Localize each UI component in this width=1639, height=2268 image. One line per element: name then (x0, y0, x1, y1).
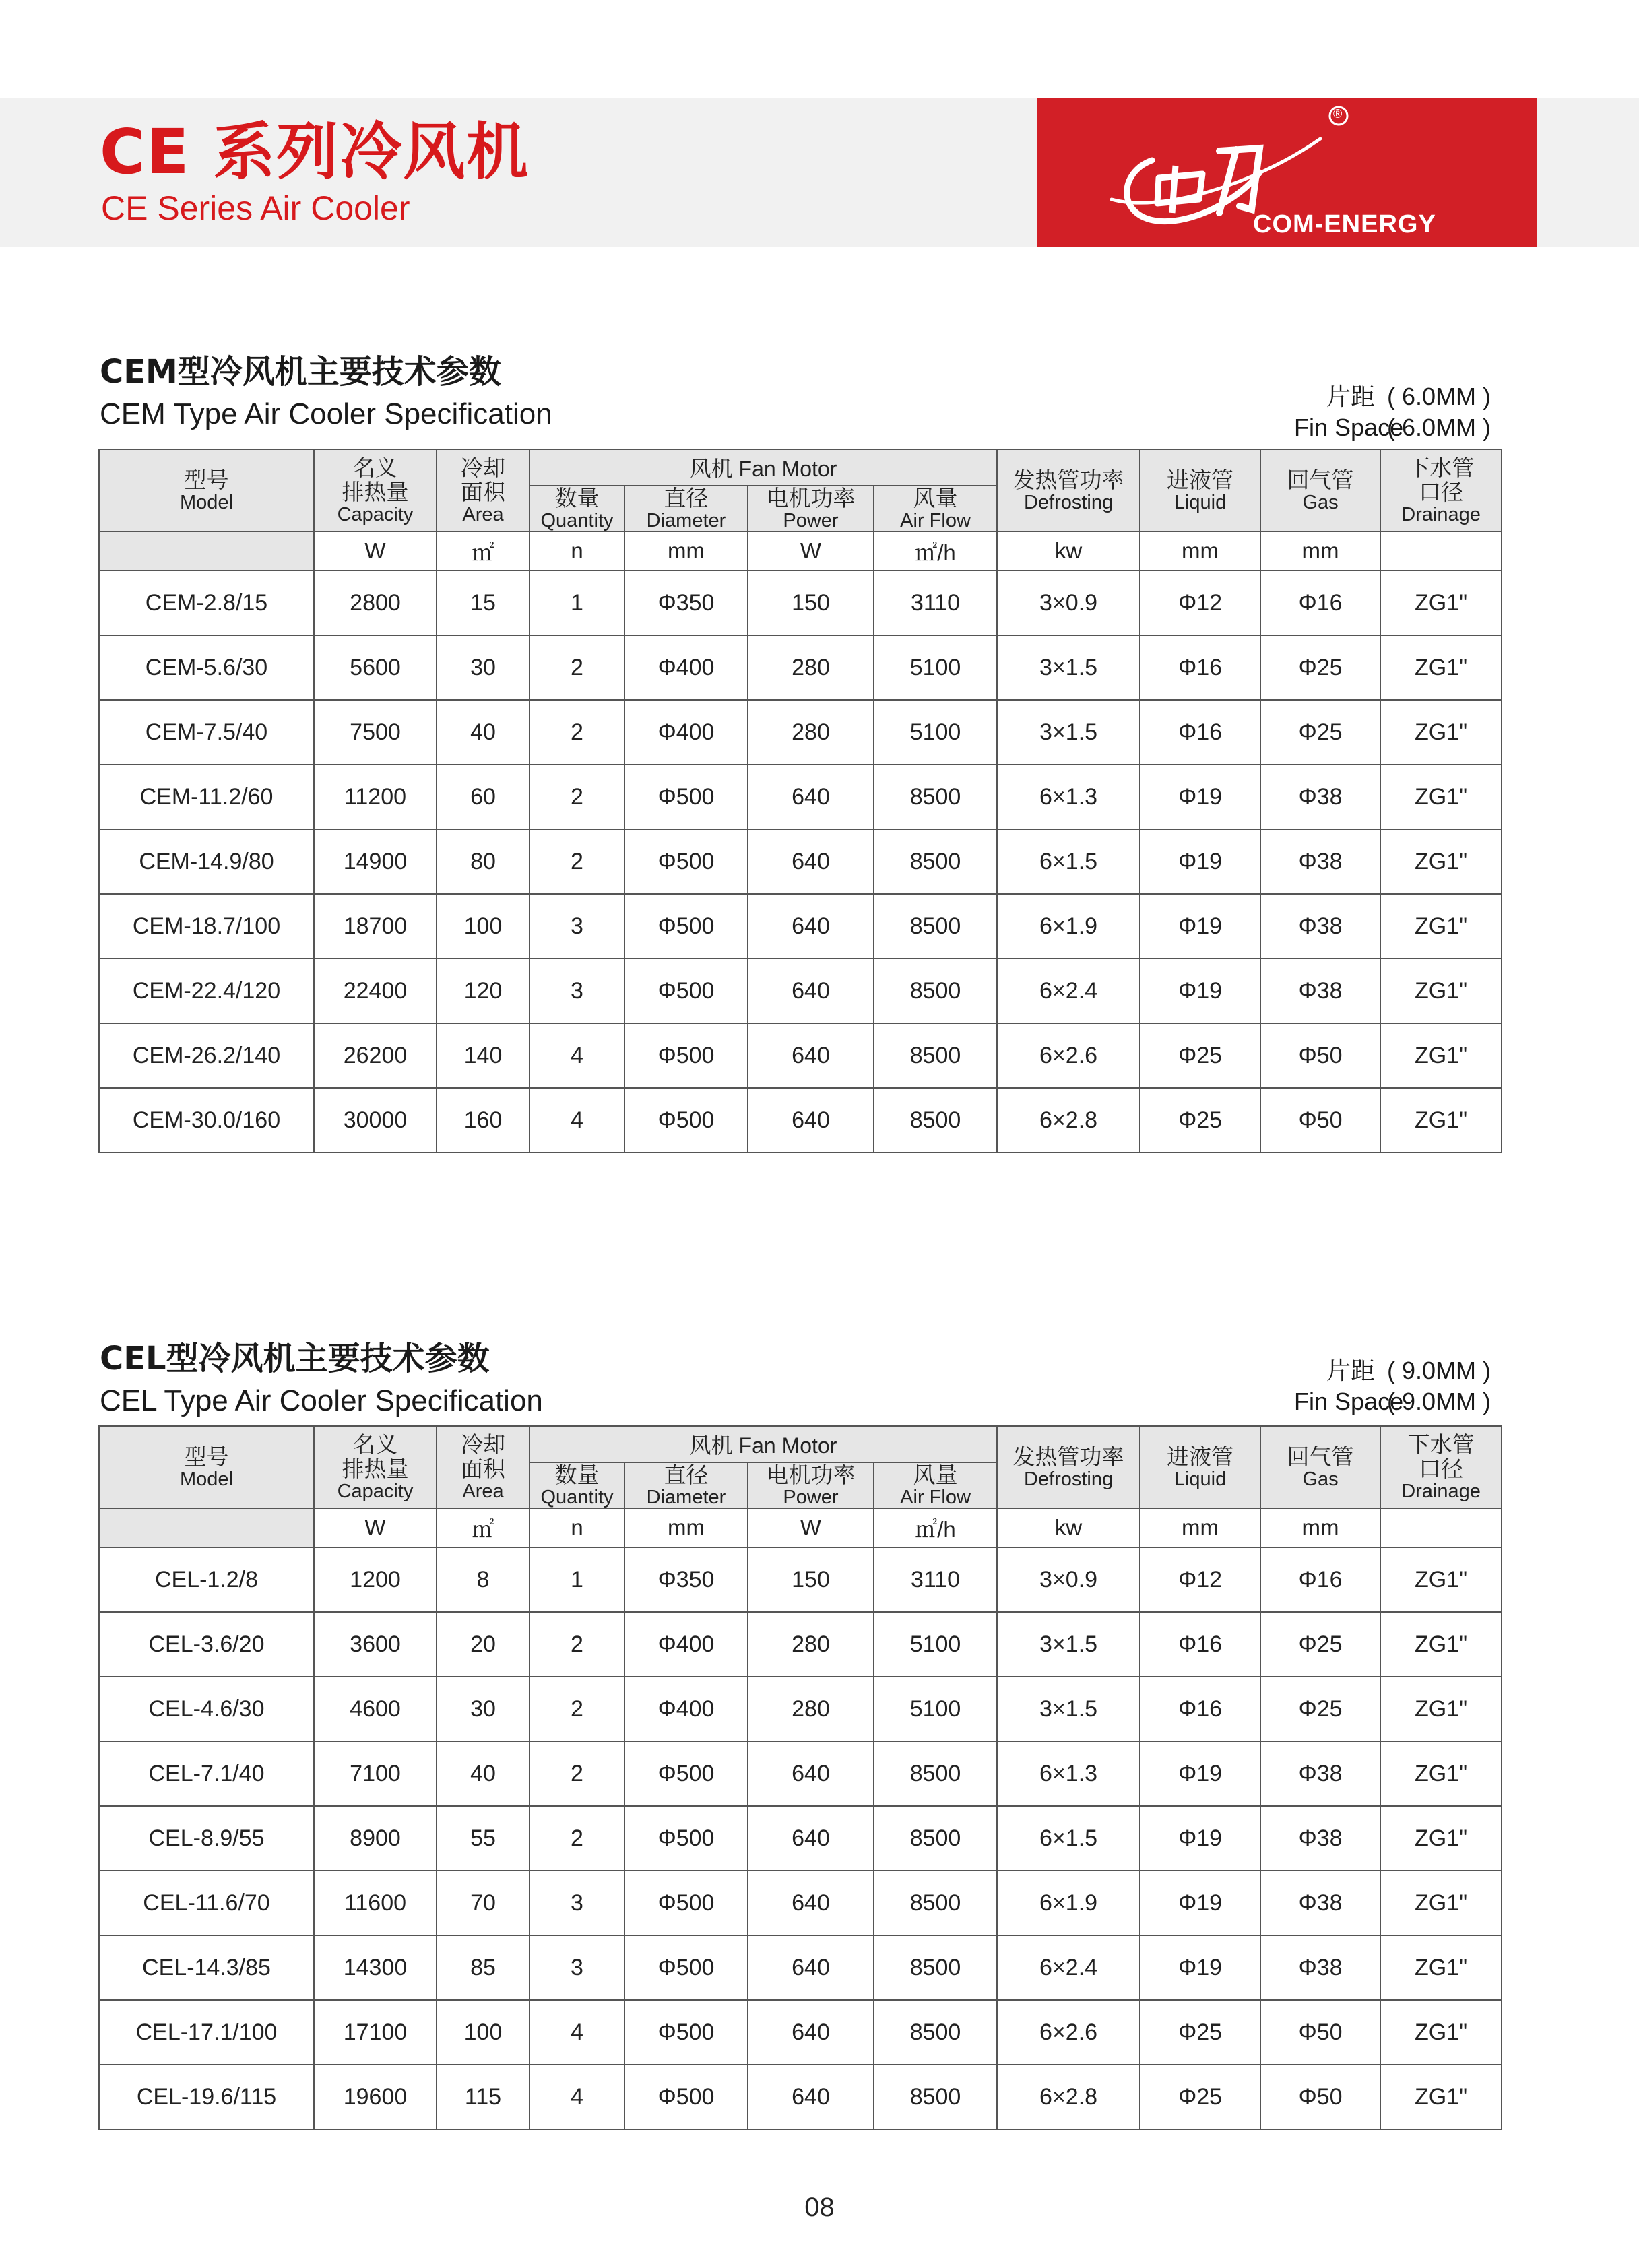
value-cell: 7500 (314, 700, 437, 765)
value-cell: Φ25 (1260, 700, 1380, 765)
value-cell: 280 (748, 635, 874, 700)
value-cell: 5100 (874, 1677, 997, 1741)
value-cell: 8500 (874, 1741, 997, 1806)
value-cell: Φ50 (1260, 1088, 1380, 1153)
value-cell: ZG1" (1380, 1677, 1502, 1741)
value-cell: 2 (529, 1806, 624, 1871)
value-cell: Φ19 (1140, 1741, 1260, 1806)
value-cell: Φ19 (1140, 959, 1260, 1023)
value-cell: 640 (748, 2065, 874, 2129)
value-cell: Φ500 (624, 1806, 748, 1871)
model-cell: CEM-5.6/30 (99, 635, 314, 700)
value-cell: 8500 (874, 765, 997, 829)
value-cell: Φ16 (1260, 1547, 1380, 1612)
value-cell: Φ350 (624, 1547, 748, 1612)
value-cell: 8500 (874, 1871, 997, 1935)
value-cell: 6×2.6 (997, 1023, 1140, 1088)
value-cell: 8500 (874, 959, 997, 1023)
model-cell: CEM-14.9/80 (99, 829, 314, 894)
value-cell: 80 (437, 829, 529, 894)
value-cell: ZG1" (1380, 700, 1502, 765)
brand-logo (1037, 98, 1537, 247)
unit-cell: n (529, 531, 624, 571)
value-cell: Φ16 (1140, 1612, 1260, 1677)
value-cell: 6×1.9 (997, 1871, 1140, 1935)
model-cell: CEM-26.2/140 (99, 1023, 314, 1088)
value-cell: 640 (748, 894, 874, 959)
value-cell: 3×1.5 (997, 1677, 1140, 1741)
value-cell: 2 (529, 635, 624, 700)
value-cell: 5600 (314, 635, 437, 700)
value-cell: 640 (748, 765, 874, 829)
header-quantity: 数量 Quantity (529, 486, 624, 531)
value-cell: Φ38 (1260, 1935, 1380, 2000)
value-cell: 3 (529, 959, 624, 1023)
value-cell: ZG1" (1380, 1023, 1502, 1088)
value-cell: 1 (529, 1547, 624, 1612)
value-cell: Φ12 (1140, 571, 1260, 635)
value-cell: 8 (437, 1547, 529, 1612)
fin-label-cn: 片距 (1326, 1357, 1375, 1384)
unit-cell-model (99, 531, 314, 571)
model-cell: CEL-19.6/115 (99, 2065, 314, 2129)
table-row (99, 700, 1502, 765)
unit-cell: mm (1140, 1508, 1260, 1547)
fin-label-en: Fin Space (1294, 414, 1404, 441)
value-cell: 3110 (874, 571, 997, 635)
value-cell: Φ25 (1140, 1088, 1260, 1153)
value-cell: Φ500 (624, 2065, 748, 2129)
cel-spec-table (98, 1425, 1502, 2130)
value-cell: Φ38 (1260, 959, 1380, 1023)
value-cell: 640 (748, 1871, 874, 1935)
value-cell: Φ16 (1140, 635, 1260, 700)
cem-title-cn: CEM型冷风机主要技术参数 (100, 353, 501, 391)
value-cell: ZG1" (1380, 959, 1502, 1023)
cem-fin-space (1294, 381, 1500, 443)
value-cell: ZG1" (1380, 765, 1502, 829)
value-cell: 280 (748, 1677, 874, 1741)
value-cell: Φ19 (1140, 1871, 1260, 1935)
value-cell: 8500 (874, 1088, 997, 1153)
value-cell: Φ16 (1140, 1677, 1260, 1741)
value-cell: 6×1.3 (997, 1741, 1140, 1806)
value-cell: Φ400 (624, 1677, 748, 1741)
value-cell: ZG1" (1380, 1612, 1502, 1677)
value-cell: 7100 (314, 1741, 437, 1806)
unit-cell: W (748, 1508, 874, 1547)
value-cell: 20 (437, 1612, 529, 1677)
value-cell: 6×1.9 (997, 894, 1140, 959)
value-cell: 55 (437, 1806, 529, 1871)
value-cell: 3 (529, 1935, 624, 2000)
model-cell: CEM-22.4/120 (99, 959, 314, 1023)
value-cell: 8500 (874, 2000, 997, 2065)
unit-cell: ㎡ (437, 1508, 529, 1547)
model-cell: CEL-14.3/85 (99, 1935, 314, 2000)
value-cell: 5100 (874, 635, 997, 700)
model-cell: CEL-8.9/55 (99, 1806, 314, 1871)
value-cell: 17100 (314, 2000, 437, 2065)
value-cell: Φ25 (1140, 2065, 1260, 2129)
value-cell: Φ19 (1140, 829, 1260, 894)
registered-mark: ® (1333, 107, 1343, 121)
value-cell: 640 (748, 959, 874, 1023)
value-cell: 2 (529, 765, 624, 829)
header-drainage: 下水管 口径 Drainage (1380, 1426, 1502, 1508)
value-cell: 1200 (314, 1547, 437, 1612)
page-title-cn: CE 系列冷风机 (100, 116, 530, 188)
value-cell: 8500 (874, 2065, 997, 2129)
value-cell: 1 (529, 571, 624, 635)
unit-cell: mm (624, 1508, 748, 1547)
value-cell: 2800 (314, 571, 437, 635)
value-cell: 6×2.4 (997, 1935, 1140, 2000)
value-cell: 640 (748, 1806, 874, 1871)
value-cell: 3×0.9 (997, 571, 1140, 635)
value-cell: 22400 (314, 959, 437, 1023)
header-capacity: 名义 排热量 Capacity (314, 449, 437, 531)
unit-cell: ㎡/h (874, 1508, 997, 1547)
table-row (99, 1088, 1502, 1153)
value-cell: Φ400 (624, 635, 748, 700)
header-power: 电机功率 Power (748, 1462, 874, 1508)
value-cell: 11200 (314, 765, 437, 829)
table-row (99, 894, 1502, 959)
value-cell: 160 (437, 1088, 529, 1153)
cel-table-body (99, 1547, 1502, 2129)
header-defrosting: 发热管功率 Defrosting (997, 449, 1140, 531)
value-cell: ZG1" (1380, 2000, 1502, 2065)
unit-cell: mm (1140, 531, 1260, 571)
unit-cell: W (314, 531, 437, 571)
header-model: 型号 Model (99, 1426, 314, 1508)
value-cell: 280 (748, 700, 874, 765)
value-cell: 2 (529, 1741, 624, 1806)
value-cell: 4 (529, 1088, 624, 1153)
value-cell: 115 (437, 2065, 529, 2129)
cem-table-body (99, 571, 1502, 1153)
value-cell: 3 (529, 1871, 624, 1935)
header-defrosting: 发热管功率 Defrosting (997, 1426, 1140, 1508)
value-cell: Φ19 (1140, 765, 1260, 829)
value-cell: Φ38 (1260, 1871, 1380, 1935)
value-cell: Φ50 (1260, 2065, 1380, 2129)
fin-label-cn: 片距 (1326, 383, 1375, 410)
cem-title-en: CEM Type Air Cooler Specification (100, 397, 552, 430)
unit-cell: ㎡ (437, 531, 529, 571)
value-cell: 6×1.5 (997, 829, 1140, 894)
table-row (99, 1871, 1502, 1935)
value-cell: 6×2.6 (997, 2000, 1140, 2065)
value-cell: 70 (437, 1871, 529, 1935)
value-cell: 18700 (314, 894, 437, 959)
value-cell: Φ500 (624, 765, 748, 829)
value-cell: 6×2.8 (997, 1088, 1140, 1153)
model-cell: CEL-11.6/70 (99, 1871, 314, 1935)
value-cell: ZG1" (1380, 1741, 1502, 1806)
value-cell: 150 (748, 571, 874, 635)
unit-cell: mm (1260, 531, 1380, 571)
page-title-en: CE Series Air Cooler (101, 189, 410, 227)
value-cell: Φ25 (1260, 1612, 1380, 1677)
cel-title-cn: CEL型冷风机主要技术参数 (100, 1340, 490, 1378)
units-row (99, 531, 1502, 571)
model-cell: CEL-1.2/8 (99, 1547, 314, 1612)
header-area: 冷却 面积 Area (437, 449, 529, 531)
value-cell: Φ12 (1140, 1547, 1260, 1612)
value-cell: Φ500 (624, 1023, 748, 1088)
value-cell: 3×0.9 (997, 1547, 1140, 1612)
table-row (99, 2065, 1502, 2129)
model-cell: CEM-2.8/15 (99, 571, 314, 635)
table-row (99, 1023, 1502, 1088)
unit-cell: kw (997, 531, 1140, 571)
value-cell: 120 (437, 959, 529, 1023)
value-cell: 3 (529, 894, 624, 959)
value-cell: 640 (748, 2000, 874, 2065)
value-cell: 8500 (874, 1935, 997, 2000)
unit-cell (1380, 531, 1502, 571)
table-row (99, 1612, 1502, 1677)
header-capacity: 名义 排热量 Capacity (314, 1426, 437, 1508)
value-cell: 2 (529, 700, 624, 765)
value-cell: 640 (748, 1935, 874, 2000)
unit-cell-model (99, 1508, 314, 1547)
value-cell: 6×1.5 (997, 1806, 1140, 1871)
value-cell: 11600 (314, 1871, 437, 1935)
value-cell: 15 (437, 571, 529, 635)
unit-cell: W (314, 1508, 437, 1547)
value-cell: 8500 (874, 1806, 997, 1871)
model-cell: CEL-3.6/20 (99, 1612, 314, 1677)
value-cell: Φ50 (1260, 1023, 1380, 1088)
value-cell: ZG1" (1380, 1547, 1502, 1612)
value-cell: 3×1.5 (997, 635, 1140, 700)
table-row (99, 959, 1502, 1023)
header-airflow: 风量 Air Flow (874, 1462, 997, 1508)
model-cell: CEM-11.2/60 (99, 765, 314, 829)
value-cell: Φ500 (624, 1741, 748, 1806)
header-gas: 回气管 Gas (1260, 449, 1380, 531)
value-cell: Φ19 (1140, 894, 1260, 959)
value-cell: 26200 (314, 1023, 437, 1088)
units-row (99, 1508, 1502, 1547)
unit-cell: n (529, 1508, 624, 1547)
value-cell: 8900 (314, 1806, 437, 1871)
header-power: 电机功率 Power (748, 486, 874, 531)
value-cell: 3×1.5 (997, 700, 1140, 765)
value-cell: 14300 (314, 1935, 437, 2000)
value-cell: Φ19 (1140, 1806, 1260, 1871)
value-cell: 640 (748, 1023, 874, 1088)
value-cell: 640 (748, 829, 874, 894)
value-cell: Φ500 (624, 1871, 748, 1935)
header-airflow: 风量 Air Flow (874, 486, 997, 531)
cem-spec-table (98, 449, 1502, 1153)
value-cell: 2 (529, 829, 624, 894)
value-cell: 19600 (314, 2065, 437, 2129)
table-row (99, 1677, 1502, 1741)
table-row (99, 829, 1502, 894)
value-cell: Φ400 (624, 700, 748, 765)
value-cell: 5100 (874, 700, 997, 765)
value-cell: 640 (748, 1741, 874, 1806)
unit-cell: mm (624, 531, 748, 571)
value-cell: Φ350 (624, 571, 748, 635)
value-cell: 30 (437, 635, 529, 700)
model-cell: CEL-4.6/30 (99, 1677, 314, 1741)
value-cell: 6×2.4 (997, 959, 1140, 1023)
fin-label-en: Fin Space (1294, 1388, 1404, 1415)
cel-fin-space (1294, 1355, 1500, 1417)
value-cell: 3110 (874, 1547, 997, 1612)
value-cell: Φ25 (1260, 1677, 1380, 1741)
value-cell: 5100 (874, 1612, 997, 1677)
value-cell: 4 (529, 1023, 624, 1088)
value-cell: 4600 (314, 1677, 437, 1741)
value-cell: Φ25 (1140, 2000, 1260, 2065)
value-cell: 4 (529, 2065, 624, 2129)
value-cell: Φ400 (624, 1612, 748, 1677)
value-cell: 150 (748, 1547, 874, 1612)
header-fan-motor: 风机 Fan Motor (529, 449, 997, 486)
header-liquid: 进液管 Liquid (1140, 449, 1260, 531)
value-cell: 100 (437, 2000, 529, 2065)
value-cell: Φ16 (1140, 700, 1260, 765)
model-cell: CEM-30.0/160 (99, 1088, 314, 1153)
unit-cell: ㎡/h (874, 531, 997, 571)
value-cell: ZG1" (1380, 829, 1502, 894)
header-fan-motor: 风机 Fan Motor (529, 1426, 997, 1462)
value-cell: Φ500 (624, 829, 748, 894)
value-cell: 6×1.3 (997, 765, 1140, 829)
table-row (99, 571, 1502, 635)
value-cell: Φ38 (1260, 1806, 1380, 1871)
value-cell: 8500 (874, 829, 997, 894)
model-cell: CEL-17.1/100 (99, 2000, 314, 2065)
value-cell: 2 (529, 1677, 624, 1741)
header-model: 型号 Model (99, 449, 314, 531)
table-row (99, 635, 1502, 700)
table-row (99, 1547, 1502, 1612)
fin-value: ( 6.0MM ) (1387, 414, 1491, 441)
model-cell: CEM-7.5/40 (99, 700, 314, 765)
table-row (99, 1806, 1502, 1871)
table-row (99, 1935, 1502, 2000)
page-number: 08 (804, 2193, 835, 2222)
unit-cell: W (748, 531, 874, 571)
value-cell: 6×2.8 (997, 2065, 1140, 2129)
value-cell: 30000 (314, 1088, 437, 1153)
header-drainage: 下水管 口径 Drainage (1380, 449, 1502, 531)
unit-cell: kw (997, 1508, 1140, 1547)
value-cell: Φ500 (624, 894, 748, 959)
value-cell: Φ38 (1260, 765, 1380, 829)
value-cell: 60 (437, 765, 529, 829)
value-cell: 140 (437, 1023, 529, 1088)
table-row (99, 2000, 1502, 2065)
header-quantity: 数量 Quantity (529, 1462, 624, 1508)
value-cell: 4 (529, 2000, 624, 2065)
header-liquid: 进液管 Liquid (1140, 1426, 1260, 1508)
unit-cell: mm (1260, 1508, 1380, 1547)
value-cell: Φ500 (624, 959, 748, 1023)
cel-title-en: CEL Type Air Cooler Specification (100, 1384, 543, 1417)
value-cell: 2 (529, 1612, 624, 1677)
value-cell: 8500 (874, 1023, 997, 1088)
value-cell: ZG1" (1380, 1871, 1502, 1935)
value-cell: Φ500 (624, 1088, 748, 1153)
value-cell: Φ25 (1140, 1023, 1260, 1088)
value-cell: Φ50 (1260, 2000, 1380, 2065)
value-cell: ZG1" (1380, 1806, 1502, 1871)
header-diameter: 直径 Diameter (624, 486, 748, 531)
header-gas: 回气管 Gas (1260, 1426, 1380, 1508)
value-cell: ZG1" (1380, 894, 1502, 959)
fin-value: ( 9.0MM ) (1387, 1388, 1491, 1415)
value-cell: ZG1" (1380, 2065, 1502, 2129)
value-cell: 3600 (314, 1612, 437, 1677)
model-cell: CEM-18.7/100 (99, 894, 314, 959)
table-row (99, 765, 1502, 829)
value-cell: 14900 (314, 829, 437, 894)
value-cell: ZG1" (1380, 571, 1502, 635)
value-cell: ZG1" (1380, 635, 1502, 700)
header-diameter: 直径 Diameter (624, 1462, 748, 1508)
value-cell: 280 (748, 1612, 874, 1677)
logo-text: COM-ENERGY (1253, 210, 1436, 238)
value-cell: Φ500 (624, 2000, 748, 2065)
value-cell: ZG1" (1380, 1088, 1502, 1153)
value-cell: Φ19 (1140, 1935, 1260, 2000)
value-cell: 640 (748, 1088, 874, 1153)
value-cell: ZG1" (1380, 1935, 1502, 2000)
value-cell: 8500 (874, 894, 997, 959)
model-cell: CEL-7.1/40 (99, 1741, 314, 1806)
header-area: 冷却 面积 Area (437, 1426, 529, 1508)
value-cell: Φ38 (1260, 829, 1380, 894)
value-cell: 100 (437, 894, 529, 959)
fin-value: ( 6.0MM ) (1387, 383, 1491, 410)
unit-cell (1380, 1508, 1502, 1547)
fin-value: ( 9.0MM ) (1387, 1357, 1491, 1384)
table-row (99, 1741, 1502, 1806)
value-cell: 30 (437, 1677, 529, 1741)
value-cell: 3×1.5 (997, 1612, 1140, 1677)
value-cell: Φ16 (1260, 571, 1380, 635)
value-cell: Φ38 (1260, 1741, 1380, 1806)
value-cell: Φ38 (1260, 894, 1380, 959)
value-cell: Φ25 (1260, 635, 1380, 700)
value-cell: 40 (437, 1741, 529, 1806)
value-cell: 40 (437, 700, 529, 765)
value-cell: 85 (437, 1935, 529, 2000)
value-cell: Φ500 (624, 1935, 748, 2000)
